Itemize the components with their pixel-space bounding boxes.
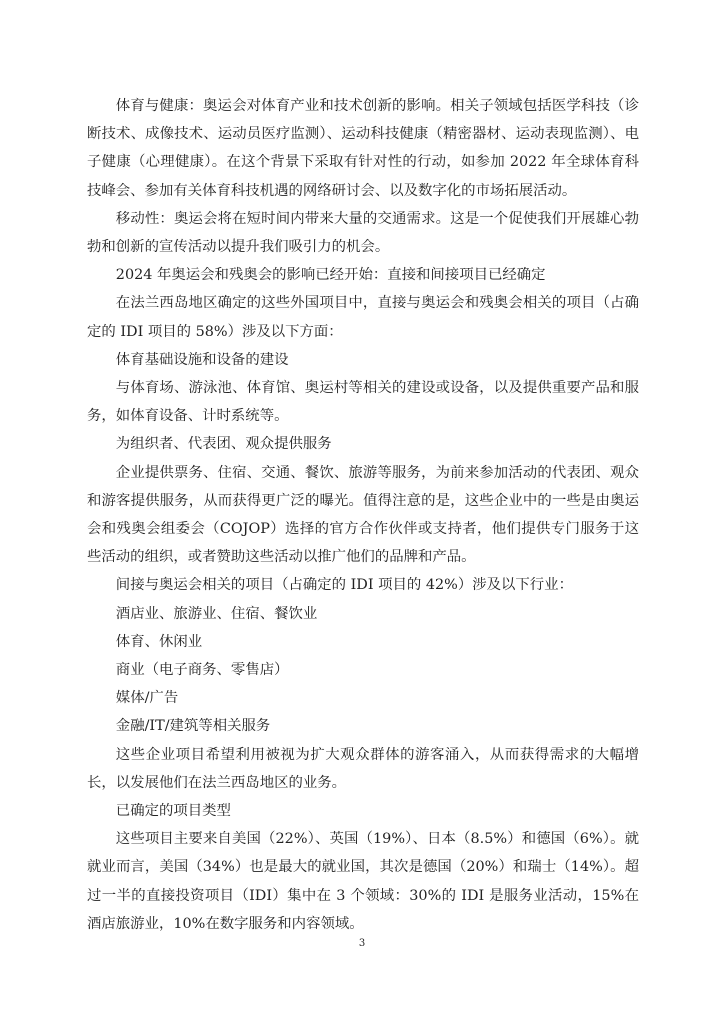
paragraph-infrastructure-detail: 与体育场、游泳池、体育馆、奥运村等相关的建设或设备，以及提供重要产品和服务，如体育设备、计时系统等。 [87, 380, 639, 425]
paragraph-direct-projects: 在法兰西岛地区确定的这些外国项目中，直接与奥运会和残奥会相关的项目（占确定的 IDI 项目的 58%）涉及以下方面： [87, 295, 639, 340]
heading-project-types: 已确定的项目类型 [115, 803, 231, 820]
paragraph-indirect-projects: 间接与奥运会相关的项目（占确定的 IDI 项目的 42%）涉及以下行业： [115, 577, 573, 594]
list-item-finance-it: 金融/IT/建筑等相关服务 [115, 718, 271, 735]
page-number: 3 [358, 938, 366, 949]
paragraph-mobility: 移动性：奥运会将在短时间内带来大量的交通需求。这是一个促使我们开展雄心勃勃和创新的宣传活动以提升我们吸引力的机会。 [87, 210, 639, 256]
list-item-media: 媒体/广告 [115, 690, 179, 707]
paragraph-project-origins: 这些项目主要来自美国（22%）、英国（19%）、日本（8.5%）和德国（6%）。就就业而言，美国（34%）也是最大的就业国，其次是德国（20%）和瑞士（14%）。超过一半的直接投资项目（IDI）集中在 3 个领域：30%的 IDI 是服务业活动，15%在酒店旅游业，10%在数字服务和内容领域。 [87, 831, 639, 932]
heading-sports-infrastructure: 体育基础设施和设备的建设 [115, 351, 289, 368]
heading-services: 为组织者、代表团、观众提供服务 [115, 436, 332, 453]
paragraph-sports-health: 体育与健康：奥运会对体育产业和技术创新的影响。相关子领域包括医学科技（诊断技术、成像技术、运动员医疗监测）、运动科技健康（精密器材、运动表现监测）、电子健康（心理健康）。在这个背景下采取有针对性的行动，如参加 2022 年全球体育科技峰会、参加有关体育科技机遇的网络研讨会、以及数字化的市场拓展活动。 [87, 98, 639, 199]
list-item-sports-leisure: 体育、休闲业 [115, 633, 203, 650]
paragraph-visitor-influx: 这些企业项目希望利用被视为扩大观众群体的游客涌入，从而获得需求的大幅增长，以发展他们在法兰西岛地区的业务。 [87, 746, 639, 791]
document-body [87, 92, 639, 938]
list-item-hospitality: 酒店业、旅游业、住宿、餐饮业 [115, 605, 318, 622]
paragraph-services-detail: 企业提供票务、住宿、交通、餐饮、旅游等服务，为前来参加活动的代表团、观众和游客提供服务，从而获得更广泛的曝光。值得注意的是，这些企业中的一些是由奥运会和残奥会组委会（COJOP）选择的官方合作伙伴或支持者，他们提供专门服务于这些活动的组织，或者赞助这些活动以推广他们的品牌和产品。 [87, 464, 639, 566]
list-item-commerce: 商业（电子商务、零售店） [115, 662, 289, 679]
heading-impact-started: 2024 年奥运会和残奥会的影响已经开始：直接和间接项目已经确定 [115, 267, 546, 284]
